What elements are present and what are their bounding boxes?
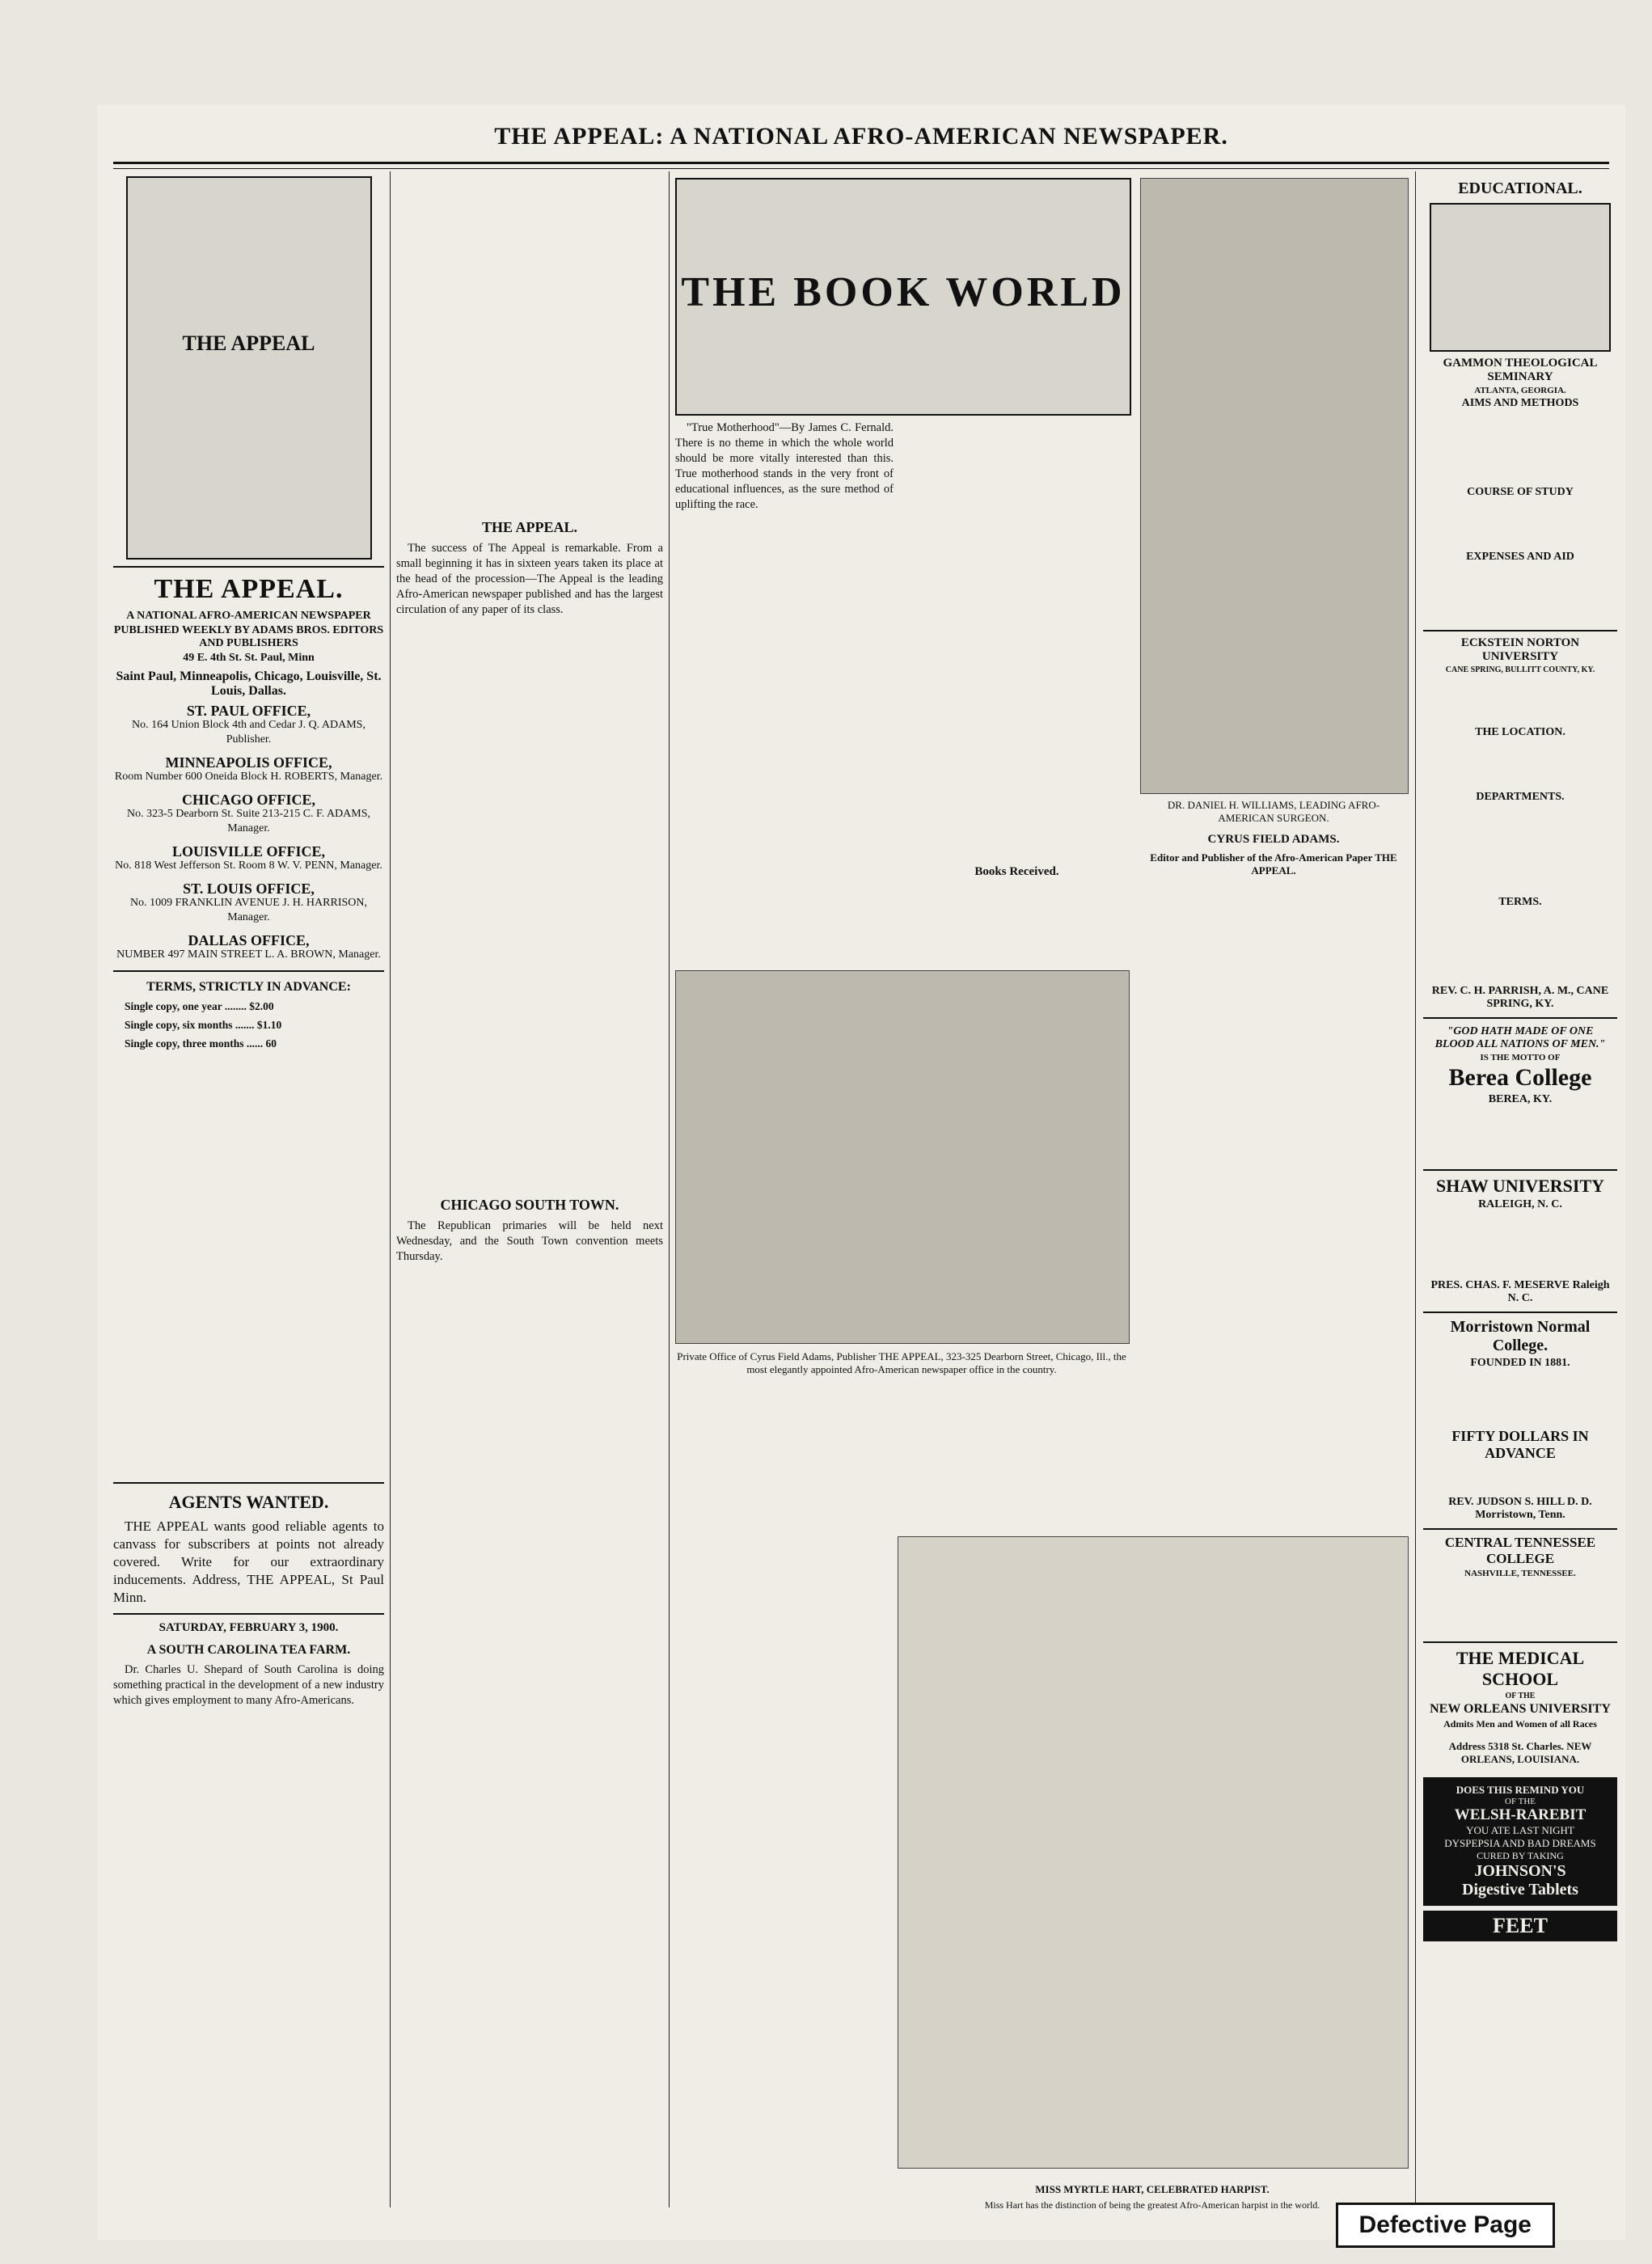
office-louisville: LOUISVILLE OFFICE, No. 818 West Jefferson St. Room 8 W. V. PENN, Manager. (115, 843, 382, 872)
divider (113, 1482, 384, 1484)
eckstein-place: CANE SPRING, BULLITT COUNTY, KY. (1445, 665, 1595, 674)
gammon-place: ATLANTA, GEORGIA. (1474, 386, 1566, 395)
fine-print-block (113, 1055, 384, 1476)
gammon-aims: AIMS AND METHODS (1461, 397, 1579, 409)
shaw-place: RALEIGH, N. C. (1478, 1198, 1562, 1210)
central-place: NASHVILLE, TENNESSEE. (1464, 1569, 1576, 1578)
central-text (1426, 1580, 1614, 1637)
feet-ad: FEET (1423, 1911, 1617, 1941)
berea-text (1426, 1108, 1614, 1164)
column-rule (669, 171, 670, 2207)
eckstein-terms: TERMS. (1498, 896, 1542, 908)
shaw-ad (1423, 1169, 1617, 1312)
morristown-president: REV. JUDSON S. HILL D. D. Morristown, Tenn. (1448, 1496, 1592, 1521)
eckstein-text (1426, 676, 1614, 724)
morristown-text (1426, 1371, 1614, 1428)
office-st-louis: ST. LOUIS OFFICE, No. 1009 FRANKLIN AVENUE J. H. HARRISON, Manager. (130, 881, 367, 923)
morristown-ad (1423, 1312, 1617, 1528)
medical-the: THE MEDICAL SCHOOL (1456, 1648, 1585, 1689)
harpist-caption: MISS MYRTLE HART, CELEBRATED HARPIST. (1035, 2183, 1270, 2195)
harpist-illustration (898, 1536, 1409, 2169)
tea-farm-text: Dr. Charles U. Shepard of South Carolina is doing something practical in the development of a new industry which gives employment to many Afro-Americans. (113, 1663, 384, 1707)
book-world-header-art (675, 178, 1131, 416)
berea-name: Berea College (1448, 1064, 1592, 1091)
cyrus-title: CYRUS FIELD ADAMS. (1207, 833, 1340, 846)
masthead-rule-thin (113, 168, 1609, 169)
medical-school-ad (1423, 1641, 1617, 1772)
medical-admits: Admits Men and Women of all Races (1443, 1718, 1597, 1730)
welsh-line: DOES THIS REMIND YOU (1456, 1784, 1585, 1796)
berea-place: BEREA, KY. (1488, 1093, 1553, 1105)
morristown-text-2 (1426, 1462, 1614, 1494)
harpist-subcaption: Miss Hart has the distinction of being the greatest Afro-American harpist in the world. (984, 2199, 1320, 2211)
column-rule (390, 171, 391, 2207)
column-rule (1415, 171, 1416, 2207)
portrait-photo-williams (1140, 178, 1409, 794)
appeal-box-branches: Saint Paul, Minneapolis, Chicago, Louisville, St. Louis, Dallas. (116, 669, 382, 698)
welsh-line: CURED BY TAKING (1477, 1850, 1564, 1861)
agents-text: THE APPEAL wants good reliable agents to canvass for subscribers at points not already covered. Write for our extraordinary inducements. Address, THE APPEAL, St Paul Minn. (113, 1518, 384, 1605)
educational-column (1423, 171, 1617, 2207)
terms-line: Single copy, six months ....... $1.10 (125, 1019, 282, 1031)
column-2 (396, 171, 663, 2207)
berea-quote: "GOD HATH MADE OF ONE BLOOD ALL NATIONS OF MEN." (1434, 1025, 1606, 1050)
agents-title: AGENTS WANTED. (168, 1492, 329, 1512)
cyrus-subtitle: Editor and Publisher of the Afro-American Paper THE APPEAL. (1150, 851, 1397, 876)
the-appeal-title: THE APPEAL. (481, 519, 578, 535)
morristown-founded: FOUNDED IN 1881. (1470, 1357, 1570, 1369)
divider (113, 1613, 384, 1615)
shaw-name: SHAW UNIVERSITY (1435, 1176, 1605, 1196)
appeal-box-title: THE APPEAL. (154, 574, 344, 604)
office-minneapolis: MINNEAPOLIS OFFICE, Room Number 600 Oneida Block H. ROBERTS, Manager. (114, 754, 383, 783)
seminary-building-illustration (1430, 203, 1611, 352)
eckstein-terms-text (1426, 910, 1614, 983)
chicago-south-text: The Republican primaries will be held next Wednesday, and the South Town convention meets Thursday. (396, 1219, 663, 1263)
eckstein-location: THE LOCATION. (1475, 726, 1565, 738)
the-appeal-text: The success of The Appeal is remarkable. From a small beginning it has in sixteen years taken its place at the head of the procession—The Appeal is the leading Afro-American newspaper published and has the largest circulation of any paper of its class. (396, 542, 663, 616)
terms-box (113, 980, 384, 1050)
macmillan-text (906, 817, 1128, 962)
office-photo-caption: Private Office of Cyrus Field Adams, Publisher THE APPEAL, 323-325 Dearborn Street, Chicago, Ill., the most elegantly appointed Afro-American newspaper office in the country. (677, 1350, 1126, 1375)
newspaper-page (97, 105, 1625, 2240)
shaw-text (1426, 1213, 1614, 1278)
morristown-name: Morristown Normal College. (1450, 1318, 1591, 1354)
office-photo (675, 970, 1130, 1344)
have-you-read-the-appeal-illustration (126, 176, 372, 560)
central-tennessee-ad (1423, 1528, 1617, 1641)
the-appeal-continued (396, 623, 663, 1189)
office-dallas: DALLAS OFFICE, NUMBER 497 MAIN STREET L. A. BROWN, Manager. (116, 932, 381, 961)
office-st-paul: ST. PAUL OFFICE, No. 164 Union Block 4th and Cedar J. Q. ADAMS, Publisher. (132, 703, 365, 746)
true-motherhood-review: "True Motherhood"—By James C. Fernald. There is no theme in which the whole world should be more vitally interested than this. True motherhood stands in the very front of educational influences, as the sure method of uplifting the race. (675, 421, 894, 511)
welsh-line: JOHNSON'S (1474, 1862, 1566, 1880)
gammon-course: COURSE OF STUDY (1467, 486, 1574, 498)
eckstein-president: REV. C. H. PARRISH, A. M., CANE SPRING, KY. (1431, 985, 1609, 1010)
gammon-name: GAMMON THEOLOGICAL SEMINARY (1443, 357, 1598, 383)
medical-of: OF THE (1505, 1692, 1536, 1700)
morristown-fifty: FIFTY DOLLARS IN ADVANCE (1451, 1428, 1589, 1461)
welsh-rarebit-ad (1423, 1777, 1617, 1906)
column-3 (675, 420, 894, 865)
terms-line: Single copy, three months ...... 60 (125, 1037, 277, 1050)
masthead-rule (113, 162, 1609, 164)
portrait-caption: DR. DANIEL H. WILLIAMS, LEADING AFRO-AMERICAN SURGEON. (1167, 799, 1380, 824)
tea-farm-continued (396, 171, 663, 511)
defective-page-stamp: Defective Page (1336, 2203, 1555, 2248)
chicago-south-title: CHICAGO SOUTH TOWN. (440, 1197, 619, 1213)
gammon-course-text (1423, 501, 1617, 549)
berea-motto: IS THE MOTTO OF (1480, 1053, 1561, 1062)
eckstein-location-text (1426, 741, 1614, 789)
book-world-title: THE BOOK WORLD (681, 269, 1126, 315)
appeal-box-publisher: PUBLISHED WEEKLY BY ADAMS BROS. EDITORS AND PUBLISHERS (113, 624, 384, 649)
appeal-box-address: 49 E. 4th St. St. Paul, Minn (183, 652, 315, 664)
eckstein-departments: DEPARTMENTS. (1476, 791, 1565, 803)
appeal-box-subtitle: A NATIONAL AFRO-AMERICAN NEWSPAPER (126, 610, 371, 622)
welsh-line: OF THE (1505, 1797, 1536, 1806)
central-name: CENTRAL TENNESSEE COLLEGE (1444, 1535, 1596, 1566)
medical-address: Address 5318 St. Charles. NEW ORLEANS, LOUISIANA. (1448, 1740, 1592, 1765)
eckstein-name: ECKSTEIN NORTON UNIVERSITY (1460, 636, 1580, 663)
terms-line: Single copy, one year ........ $2.00 (125, 1000, 274, 1012)
eckstein-departments-text (1426, 805, 1614, 894)
welsh-line: Digestive Tablets (1462, 1881, 1578, 1899)
terms-title: TERMS, STRICTLY IN ADVANCE: (146, 980, 351, 994)
welsh-line: YOU ATE LAST NIGHT (1466, 1824, 1574, 1836)
gammon-expenses: EXPENSES AND AID (1466, 551, 1574, 563)
welsh-line: WELSH-RAREBIT (1454, 1806, 1587, 1823)
issue-date: SATURDAY, FEBRUARY 3, 1900. (158, 1621, 339, 1634)
office-chicago: CHICAGO OFFICE, No. 323-5 Dearborn St. Suite 213-215 C. F. ADAMS, Manager. (126, 792, 371, 834)
books-received-title: Books Received. (974, 865, 1059, 878)
masthead: THE APPEAL: A NATIONAL AFRO-AMERICAN NEWSPAPER. (494, 123, 1228, 150)
shaw-president: PRES. CHAS. F. MESERVE Raleigh N. C. (1430, 1279, 1610, 1304)
berea-ad (1423, 1017, 1617, 1169)
illustration-label: THE APPEAL (182, 332, 315, 355)
column-4 (906, 420, 1128, 865)
medical-nou: NEW ORLEANS UNIVERSITY (1430, 1702, 1611, 1716)
divider (113, 970, 384, 972)
divider (113, 566, 384, 568)
gammon-text (1423, 412, 1617, 484)
column-1 (113, 171, 384, 2207)
eckstein-ad (1423, 630, 1617, 1017)
tea-farm-title: A SOUTH CAROLINA TEA FARM. (146, 1643, 351, 1657)
gammon-expenses-text (1423, 565, 1617, 630)
educational-title: EDUCATIONAL. (1458, 180, 1582, 197)
welsh-line: DYSPEPSIA AND BAD DREAMS (1444, 1837, 1596, 1849)
